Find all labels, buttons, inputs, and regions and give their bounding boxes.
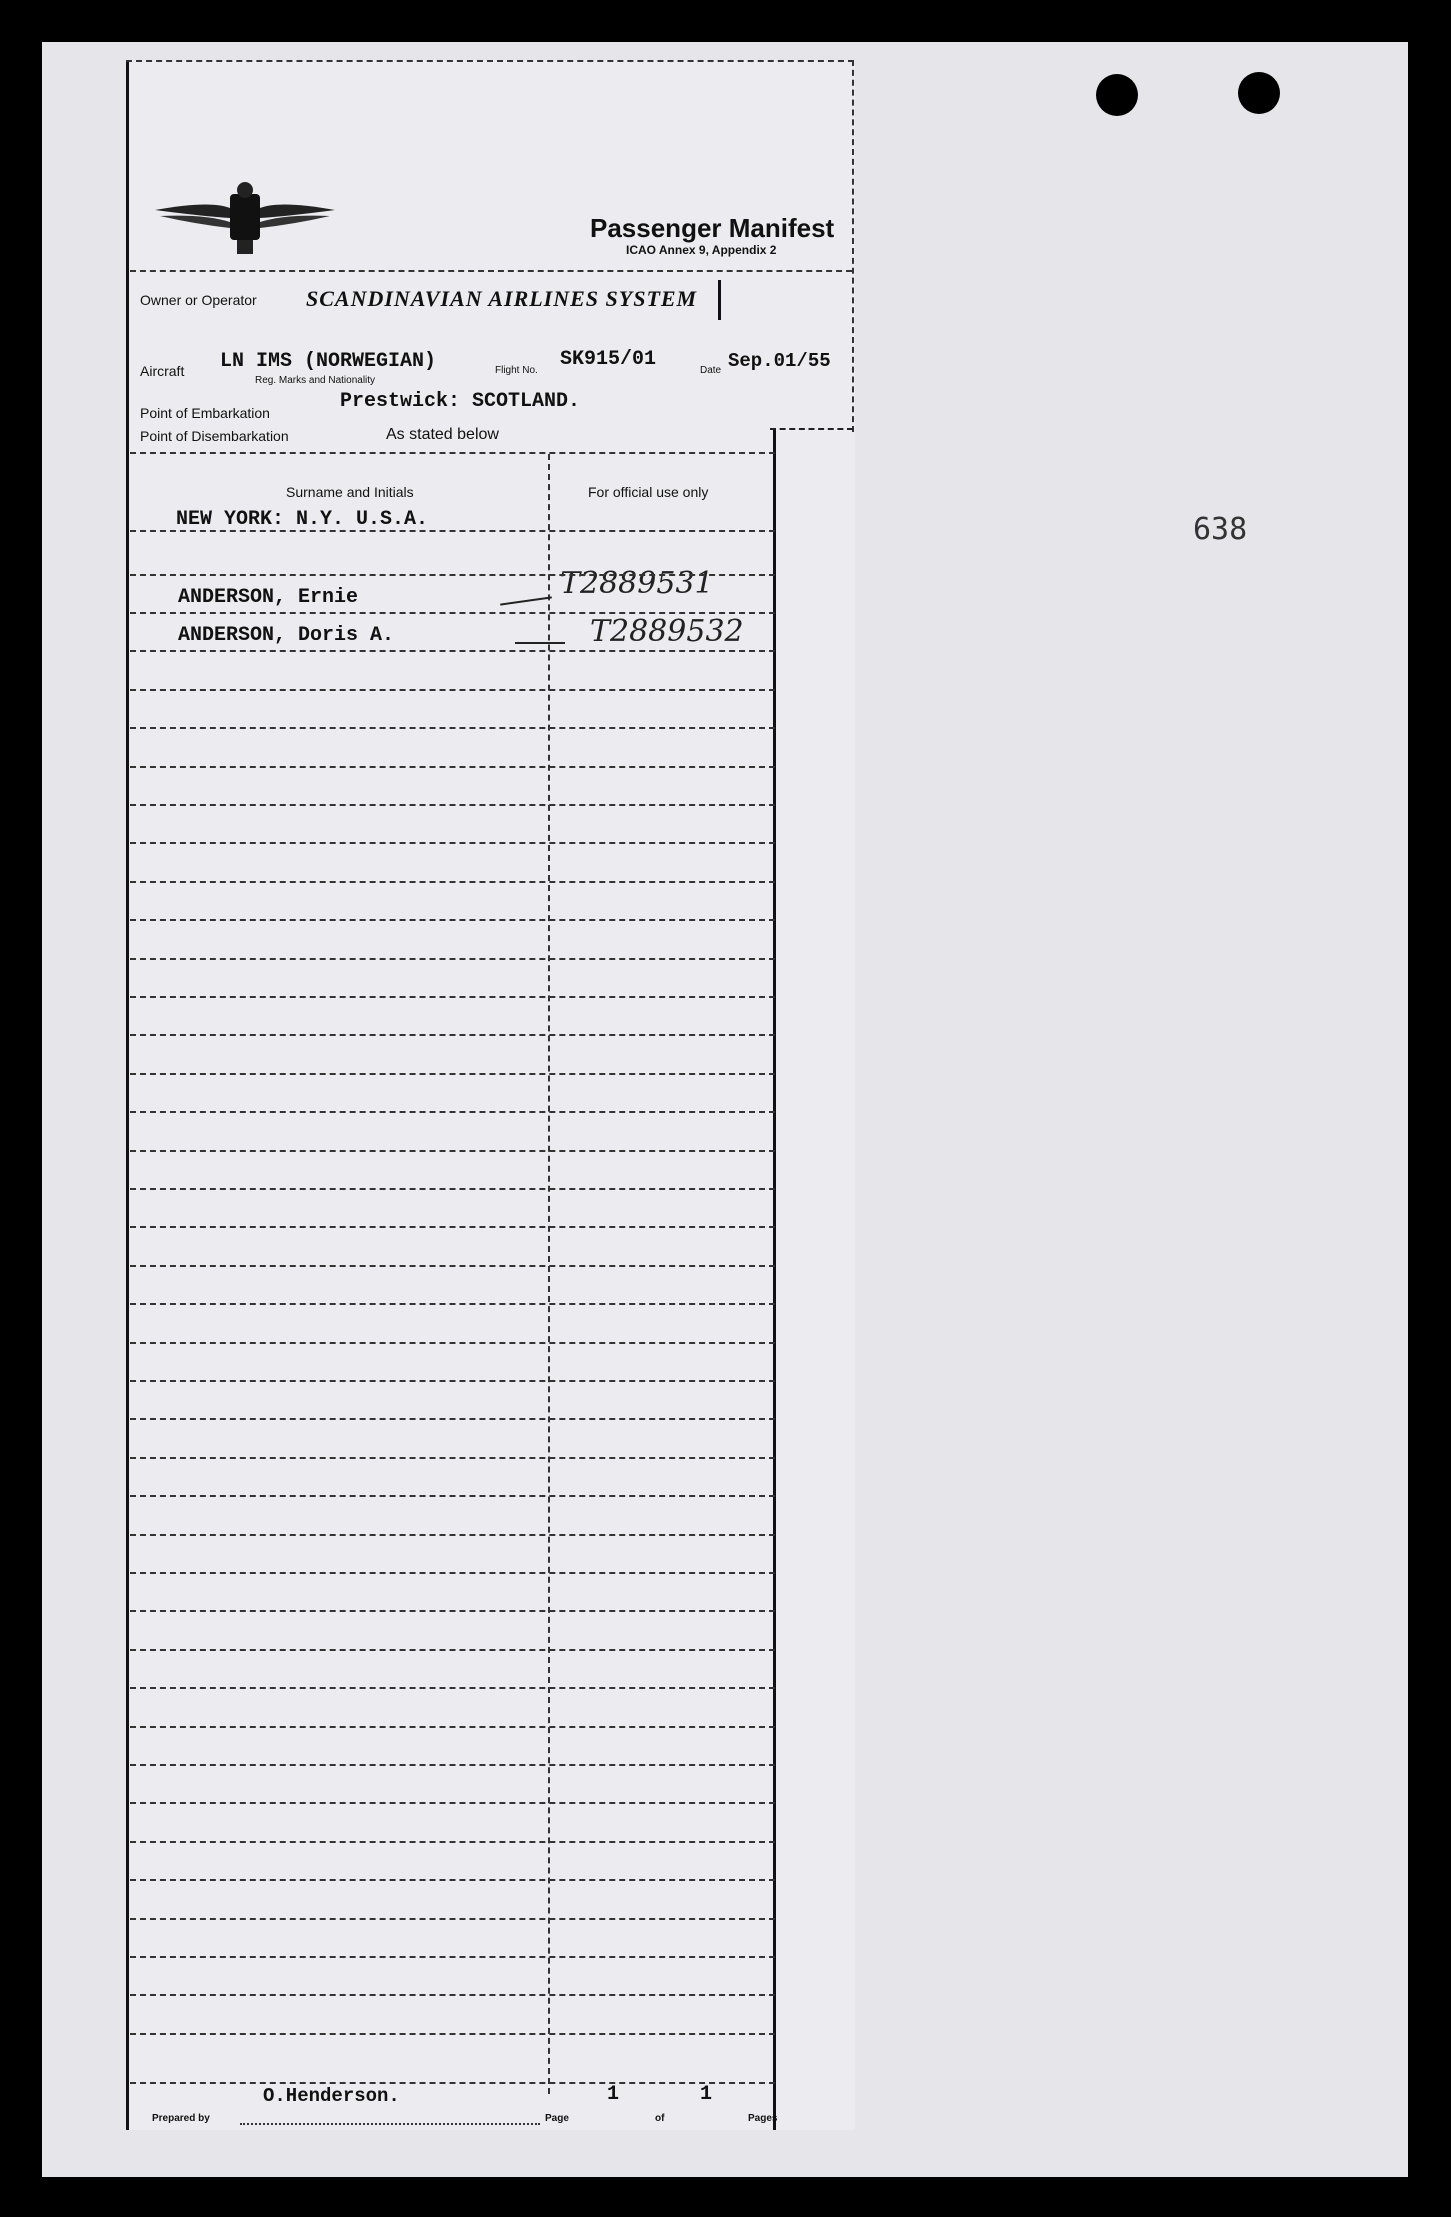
passenger-name: ANDERSON, Doris A.: [178, 624, 395, 647]
table-row-rule: [130, 1994, 775, 1996]
manifest-subtitle: ICAO Annex 9, Appendix 2: [626, 243, 777, 257]
table-row-rule: [130, 727, 775, 729]
owner-label: Owner or Operator: [140, 292, 257, 308]
header-divider: [130, 270, 852, 272]
table-row-rule: [130, 1457, 775, 1459]
table-row-rule: [130, 574, 775, 576]
table-row-rule: [130, 958, 775, 960]
punch-hole: [1096, 74, 1138, 116]
table-row-rule: [130, 1610, 775, 1612]
passenger-official: T2889531: [560, 566, 714, 601]
disembark-value: As stated below: [386, 426, 499, 443]
table-row-rule: [130, 1150, 775, 1152]
disembark-label: Point of Disembarkation: [140, 428, 289, 444]
table-top-rule: [130, 452, 775, 454]
table-row-rule: [130, 1418, 775, 1420]
header-rule: [770, 428, 853, 430]
table-right-border: [773, 430, 776, 2130]
date-label: Date: [700, 365, 722, 376]
owner-value: SCANDINAVIAN AIRLINES SYSTEM: [306, 286, 698, 311]
table-row-rule: [130, 1764, 775, 1766]
table-row-rule: [130, 842, 775, 844]
table-row-rule: [130, 1265, 775, 1267]
table-row-rule: [130, 881, 775, 883]
prepared-by-value: O.Henderson.: [263, 2085, 400, 2107]
table-row-rule: [130, 1034, 775, 1036]
aircraft-label: Aircraft: [140, 363, 185, 379]
owner-cursor-mark: [718, 280, 721, 320]
page-label: Page: [545, 2113, 569, 2124]
passenger-official: T2889532: [590, 614, 744, 649]
prepared-by-line: [240, 2123, 540, 2125]
table-row-rule: [130, 1879, 775, 1881]
col-header-name: Surname and Initials: [286, 484, 414, 500]
table-row-rule: [130, 1726, 775, 1728]
table-row-rule: [130, 1380, 775, 1382]
table-row-rule: [130, 1111, 775, 1113]
passenger-name: ANDERSON, Ernie: [178, 586, 359, 609]
table-row-rule: [130, 996, 775, 998]
table-row-rule: [130, 1188, 775, 1190]
table-row-rule: [130, 1687, 775, 1689]
aircraft-value: LN IMS (NORWEGIAN): [220, 350, 437, 373]
table-row-rule: [130, 1342, 775, 1344]
table-row-rule: [130, 2033, 775, 2035]
manifest-title: Passenger Manifest: [590, 213, 835, 243]
pages-label: Pages: [748, 2113, 778, 2124]
embark-label: Point of Embarkation: [140, 405, 270, 421]
col-header-official: For official use only: [588, 484, 709, 500]
embark-value: Prestwick: SCOTLAND.: [340, 390, 581, 413]
table-row-rule: [130, 1226, 775, 1228]
date-value: Sep.01/55: [728, 350, 831, 372]
table-row-rule: [130, 1956, 775, 1958]
table-row-rule: [130, 1303, 775, 1305]
table-row-rule: [130, 1918, 775, 1920]
flight-value: SK915/01: [560, 348, 657, 371]
table-row-rule: [130, 1073, 775, 1075]
airline-logo-icon: [150, 180, 340, 260]
table-row-rule: [130, 766, 775, 768]
table-row-rule: [130, 1802, 775, 1804]
aircraft-caption: Reg. Marks and Nationality: [255, 375, 376, 386]
table-row-rule: [130, 804, 775, 806]
table-row-rule: [130, 1572, 775, 1574]
of-label: of: [655, 2113, 665, 2124]
total-pages: 1: [700, 2083, 713, 2106]
table-row-rule: [130, 2082, 775, 2084]
table-row-rule: [130, 1841, 775, 1843]
page-stamp-number: 638: [1193, 512, 1248, 547]
table-row-rule: [130, 1649, 775, 1651]
table-row-rule: [130, 612, 775, 614]
table-row-rule: [130, 650, 775, 652]
table-row-rule: [130, 689, 775, 691]
table-row-rule: [130, 919, 775, 921]
prepared-by-label: Prepared by: [152, 2113, 210, 2124]
table-row-rule: [130, 1534, 775, 1536]
page-number: 1: [607, 2083, 620, 2106]
column-divider: [548, 454, 550, 2094]
destination-row: NEW YORK: N.Y. U.S.A.: [176, 508, 429, 531]
table-row-rule: [130, 530, 775, 532]
table-row-rule: [130, 1495, 775, 1497]
punch-hole: [1238, 72, 1280, 114]
flight-label: Flight No.: [495, 365, 538, 376]
handwritten-dash: [515, 642, 565, 644]
